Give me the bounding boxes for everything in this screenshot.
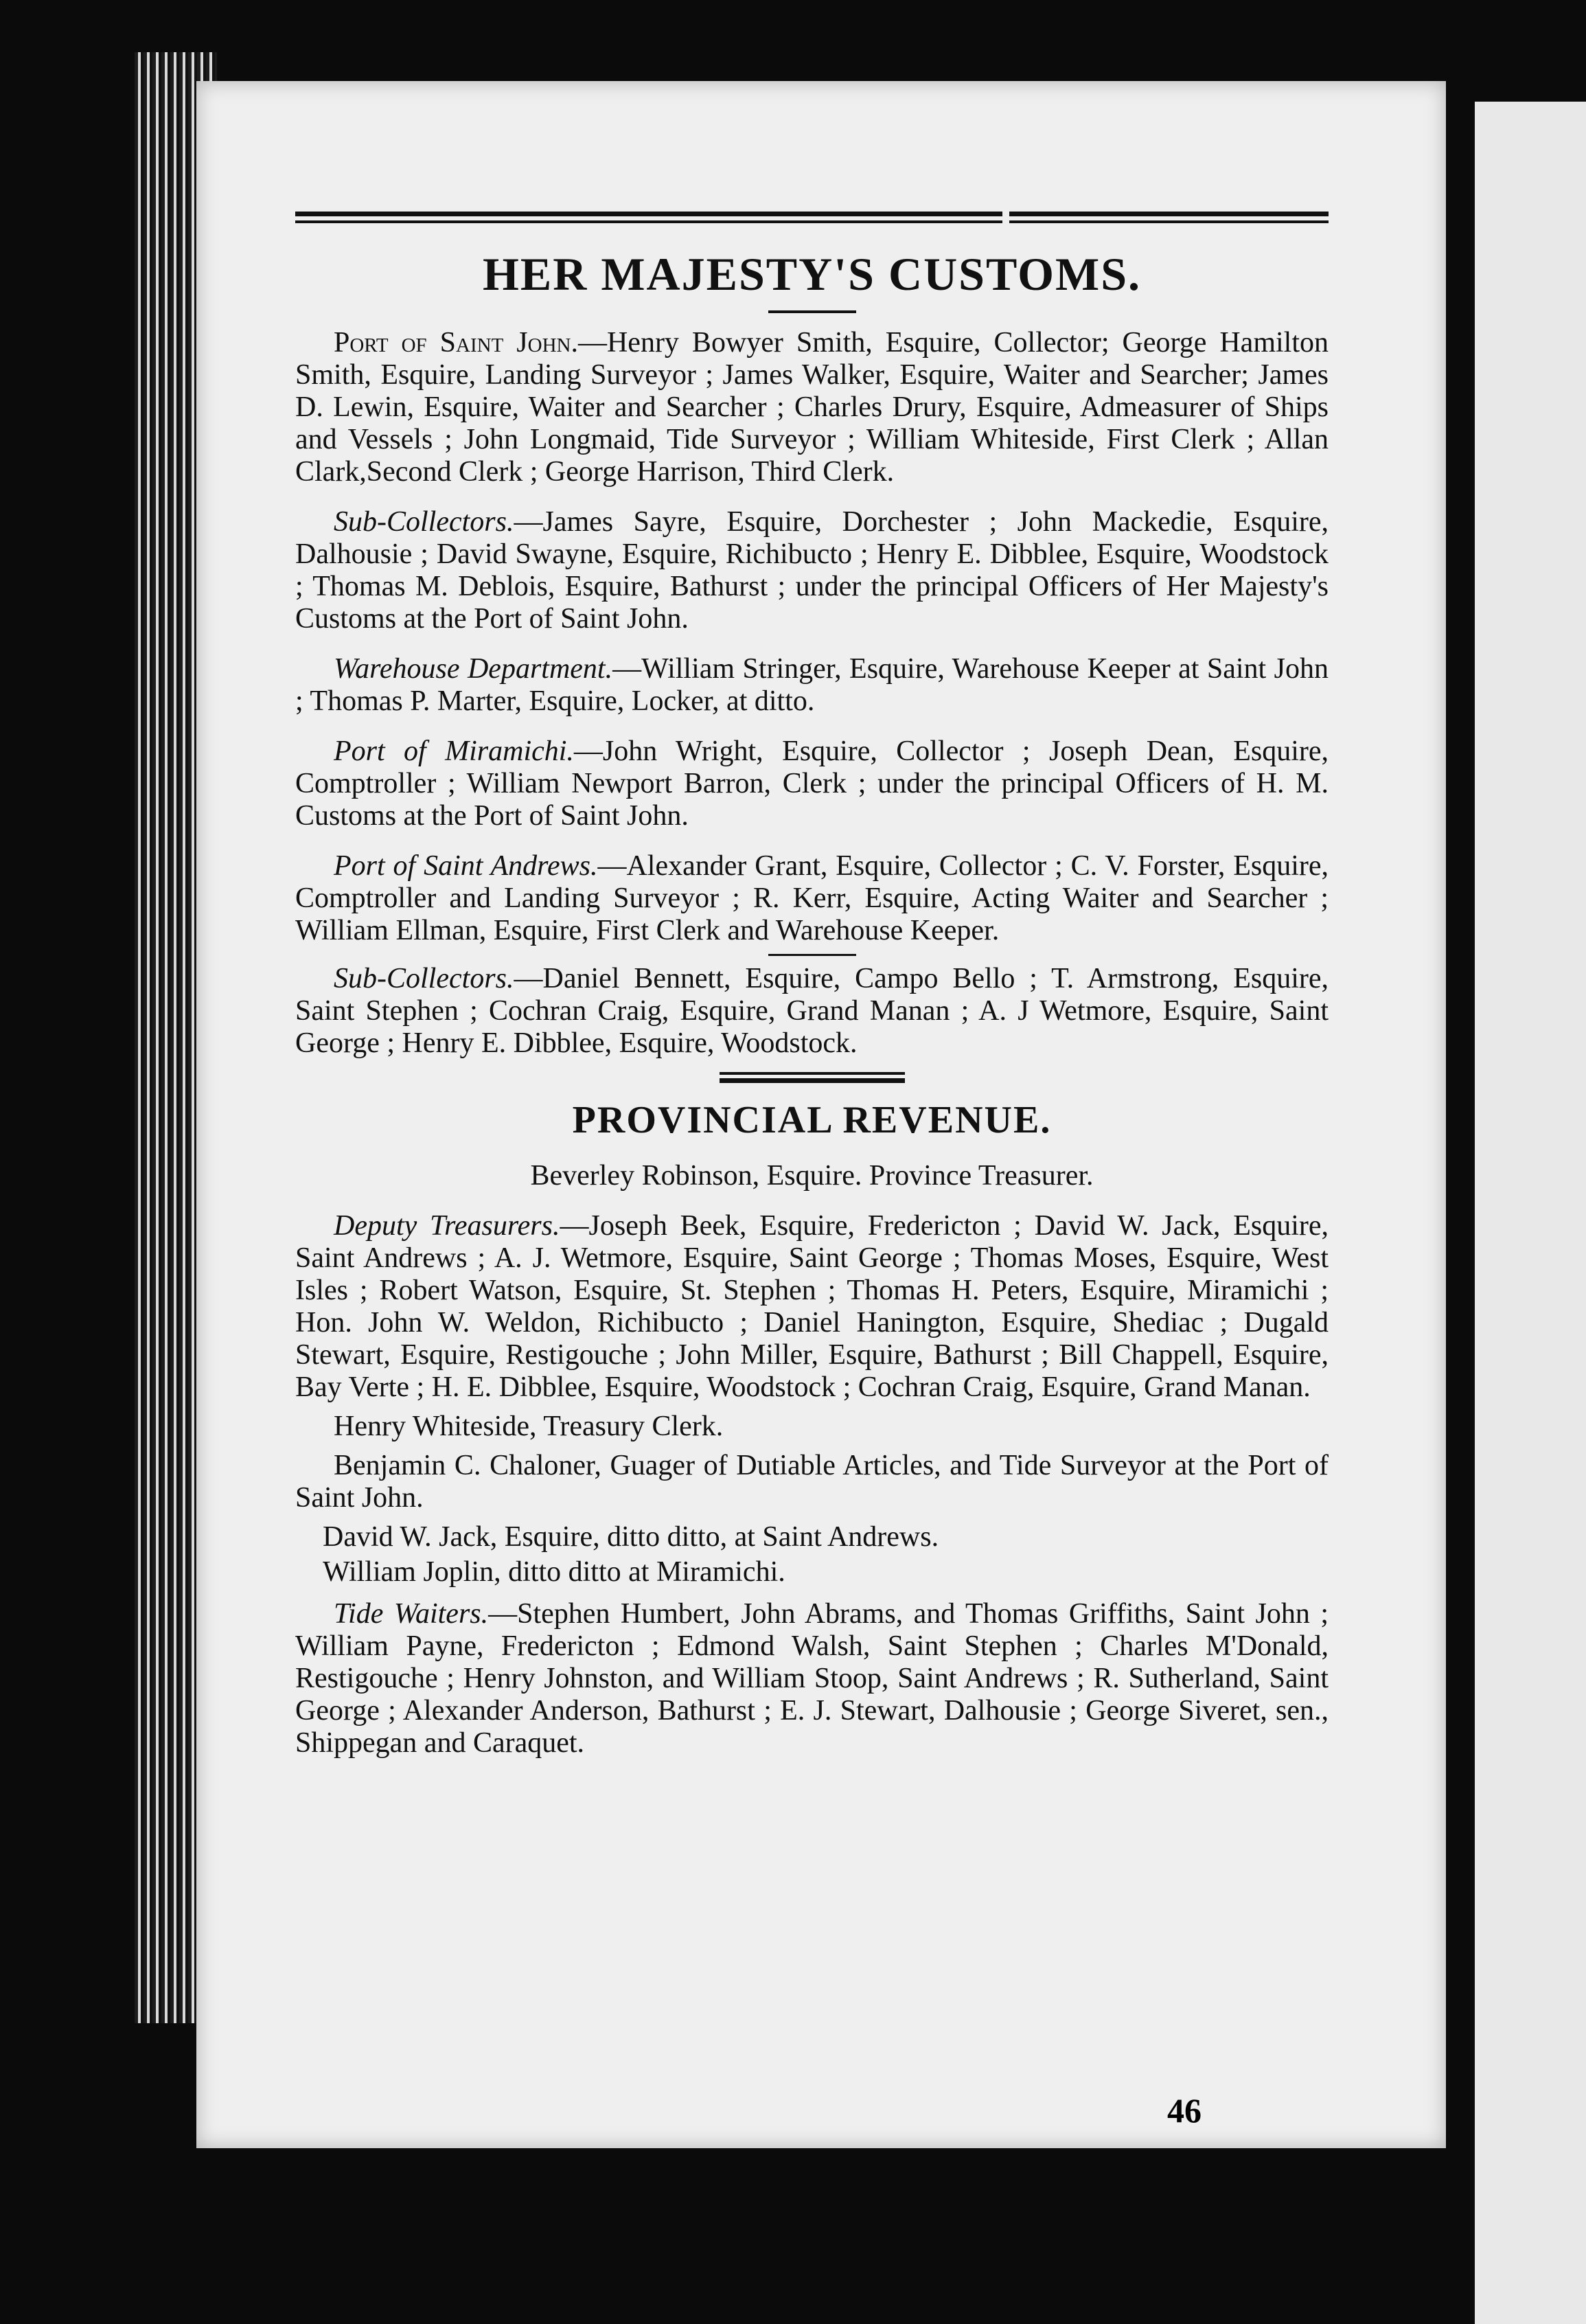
section-rule	[768, 954, 856, 956]
paragraph-text: —John Wright, Esquire, Collector ; Joseph Dean, Esquire, Comptroller ; William Newport Barron, Clerk ; under the principal Officers of H. M. Customs at the Port of Saint John.	[295, 736, 1329, 832]
paragraph-text: —Stephen Humbert, John Abrams, and Thomas Griffiths, Saint John ; William Payne, Fredericton ; Edmond Walsh, Saint Stephen ; Charles M'Donald, Restigouche ; Henry Johnston, and William Stoop, Saint Andrews ; R. Sutherland, Saint George ; Alexander Anderson, Bathurst ; E. J. Stewart, Dalhousie ; George Siveret, sen., Shippegan and Caraquet.	[295, 1598, 1329, 1759]
paragraph-text: —Alexander Grant, Esquire, Collector ; C. V. Forster, Esquire, Comptroller and Landing Surveyor ; R. Kerr, Esquire, Acting Waiter and Searcher ; William Ellman, Esquire, First Clerk and Warehouse Keeper.	[295, 850, 1329, 946]
joplin-entry: William Joplin, ditto ditto at Miramichi.	[323, 1556, 785, 1588]
paragraph-lead: Port of Saint Andrews.	[334, 850, 598, 882]
customs-port-saint-john	[295, 327, 1329, 488]
title-rule	[768, 310, 856, 313]
paragraph-lead: Port of Miramichi.	[334, 736, 574, 767]
treasury-clerk: Henry Whiteside, Treasury Clerk.	[334, 1411, 724, 1442]
page-content	[295, 212, 1329, 1766]
paragraph-lead: Deputy Treasurers.	[334, 1210, 560, 1242]
customs-port-miramichi	[295, 736, 1329, 832]
deputy-treasurers	[295, 1210, 1329, 1404]
province-treasurer: Beverley Robinson, Esquire. Province Treasurer.	[530, 1160, 1094, 1192]
paragraph-lead: Warehouse Department.	[334, 653, 613, 685]
paragraph-text: —Joseph Beek, Esquire, Fredericton ; David W. Jack, Esquire, Saint Andrews ; A. J. Wetmore, Esquire, Saint George ; Thomas Moses, Esquire, West Isles ; Robert Watson, Esquire, St. Stephen ; Thomas H. Peters, Esquire, Miramichi ; Hon. John W. Weldon, Richibucto ; Daniel Hanington, Esquire, Shediac ; Dugald Stewart, Esquire, Restigouche ; John Miller, Esquire, Bathurst ; Bill Chappell, Esquire, Bay Verte ; H. E. Dibblee, Esquire, Woodstock ; Cochran Craig, Esquire, Grand Manan.	[295, 1210, 1329, 1403]
paragraph-text: —Henry Bowyer Smith, Esquire, Collector; George Hamilton Smith, Esquire, Landing Surveyor ; James Walker, Esquire, Waiter and Searcher; James D. Lewin, Esquire, Waiter and Searcher ; Charles Drury, Esquire, Admeasurer of Ships and Vessels ; John Longmaid, Tide Surveyor ; William Whiteside, First Clerk ; Allan Clark,Second Clerk ; George Harrison, Third Clerk.	[295, 327, 1329, 488]
paragraph-text: —William Stringer, Esquire, Warehouse Keeper at Saint John ; Thomas P. Marter, Esquire, Locker, at ditto.	[295, 653, 1329, 717]
paragraph-lead: Port of Saint John.	[334, 327, 578, 358]
section-double-rule	[720, 1072, 905, 1083]
paragraph-text: —Daniel Bennett, Esquire, Campo Bello ; T. Armstrong, Esquire, Saint Stephen ; Cochran Craig, Esquire, Grand Manan ; A. J Wetmore, Esquire, Saint George ; Henry E. Dibblee, Esquire, Woodstock.	[295, 963, 1329, 1059]
paragraph-text: —James Sayre, Esquire, Dorchester ; John Mackedie, Esquire, Dalhousie ; David Swayne, Esquire, Richibucto ; Henry E. Dibblee, Esquire, Woodstock ; Thomas M. Deblois, Esquire, Bathurst ; under the principal Officers of Her Majesty's Customs at the Port of Saint John.	[295, 506, 1329, 635]
revenue-title: PROVINCIAL REVENUE.	[572, 1099, 1052, 1141]
paragraph-lead: Sub-Collectors.	[334, 506, 514, 538]
customs-title: HER MAJESTY'S CUSTOMS.	[482, 248, 1142, 300]
adjacent-page-edge	[1475, 102, 1586, 2324]
paragraph-lead: Sub-Collectors.	[334, 963, 514, 994]
customs-sub-collectors	[295, 506, 1329, 635]
tide-waiters	[295, 1598, 1329, 1759]
guager-entry: Benjamin C. Chaloner, Guager of Dutiable Articles, and Tide Surveyor at the Port of Saint John.	[295, 1450, 1329, 1514]
customs-warehouse-department	[295, 653, 1329, 718]
page-number: 46	[1167, 2091, 1202, 2130]
customs-sub-collectors-saint-andrews	[295, 963, 1329, 1060]
paragraph-lead: Tide Waiters.	[334, 1598, 489, 1630]
jack-entry: David W. Jack, Esquire, ditto ditto, at Saint Andrews.	[323, 1521, 939, 1553]
customs-port-saint-andrews	[295, 850, 1329, 947]
top-double-rule	[295, 212, 1329, 227]
